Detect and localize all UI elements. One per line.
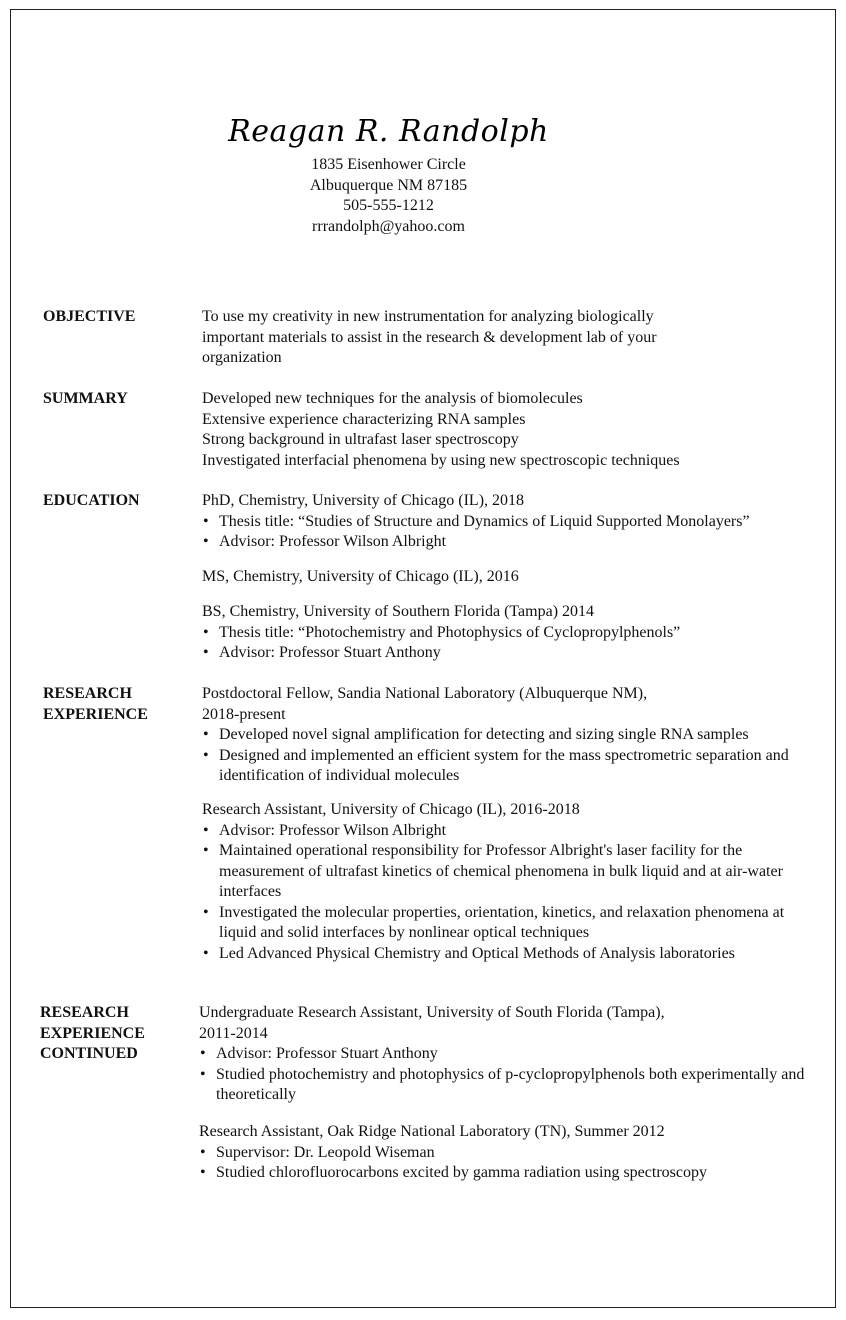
degree-title: BS, Chemistry, University of Southern Florida (Tampa) 2014 (202, 603, 595, 620)
phone-number: 505-555-1212 (343, 197, 434, 214)
email-address: rrrandolph@yahoo.com (312, 217, 465, 235)
list-item: • Led Advanced Physical Chemistry and Optical Methods of Analysis laboratories (202, 944, 812, 965)
research-continued-heading-line: RESEARCH (40, 1004, 129, 1021)
summary-heading: SUMMARY (43, 390, 128, 407)
degree-details (202, 623, 812, 664)
contact-block (11, 155, 766, 237)
list-item: • Thesis title: “Studies of Structure and Dynamics of Liquid Supported Monolayers” (202, 512, 812, 533)
list-item: • Maintained operational responsibility for Professor Albright's laser facility for the measurement of ultrafast kinetics of chemical phenomena in bulk liquid and at air-water interfaces (202, 841, 812, 903)
address-line-2: Albuquerque NM 87185 (309, 176, 468, 194)
list-item: • Supervisor: Dr. Leopold Wiseman (199, 1143, 809, 1164)
list-item: • Advisor: Professor Stuart Anthony (199, 1044, 809, 1065)
position-title: Research Assistant, University of Chicago (IL), 2016-2018 (202, 801, 580, 818)
objective-line: organization (202, 349, 282, 366)
list-item: • Investigated the molecular properties, orientation, kinetics, and relaxation phenomena at liquid and solid interfaces by nonlinear optical techniques (202, 903, 812, 944)
degree-title: PhD, Chemistry, University of Chicago (IL), 2018 (202, 492, 525, 509)
summary-line: Developed new techniques for the analysis of biomolecules (202, 390, 583, 407)
education-entry-phd (202, 491, 812, 553)
objective-line: important materials to assist in the research & development lab of your (202, 328, 657, 346)
research-continued-heading-line: EXPERIENCE (40, 1024, 145, 1042)
research-continued-heading-line: CONTINUED (40, 1045, 138, 1062)
list-item: • Studied photochemistry and photophysics of p-cyclopropylphenols both experimentally and theoretically (199, 1065, 809, 1106)
degree-title: MS, Chemistry, University of Chicago (IL), 2016 (202, 568, 519, 585)
position-title: 2011-2014 (199, 1024, 268, 1042)
list-item: • Advisor: Professor Stuart Anthony (202, 643, 812, 664)
summary-line: Investigated interfacial phenomena by using new spectroscopic techniques (202, 451, 680, 469)
resume-page (10, 9, 836, 1308)
education-heading: EDUCATION (43, 492, 140, 509)
degree-details (202, 512, 812, 553)
position-details (202, 821, 812, 965)
objective-heading: OBJECTIVE (43, 308, 136, 325)
research-heading-line: RESEARCH (43, 685, 132, 702)
summary-line: Strong background in ultrafast laser spectroscopy (202, 431, 519, 448)
objective-line: To use my creativity in new instrumentation for analyzing biologically (202, 308, 654, 325)
position-title: Research Assistant, Oak Ridge National Laboratory (TN), Summer 2012 (199, 1123, 665, 1140)
list-item: • Studied chlorofluorocarbons excited by gamma radiation using spectroscopy (199, 1163, 809, 1184)
research-heading (43, 684, 148, 725)
list-item: • Advisor: Professor Wilson Albright (202, 532, 812, 553)
education-entry-ms (202, 567, 812, 588)
objective-text (202, 307, 812, 369)
education-entry-bs (202, 602, 812, 664)
research-entry-oak-ridge (199, 1122, 809, 1184)
summary-text (202, 389, 812, 471)
research-entry-postdoc (202, 684, 812, 787)
position-title: Undergraduate Research Assistant, University of South Florida (Tampa), (199, 1004, 665, 1021)
summary-line: Extensive experience characterizing RNA samples (202, 410, 526, 428)
position-details (199, 1044, 809, 1106)
list-item: • Thesis title: “Photochemistry and Photophysics of Cyclopropylphenols” (202, 623, 812, 644)
list-item: • Designed and implemented an efficient system for the mass spectrometric separation and identification of individual molecules (202, 746, 812, 787)
list-item: • Developed novel signal amplification for detecting and sizing single RNA samples (202, 725, 812, 746)
address-line-1: 1835 Eisenhower Circle (311, 156, 466, 173)
research-entry-undergrad (199, 1003, 809, 1106)
position-title: 2018-present (202, 705, 286, 723)
resume-name: Reagan R. Randolph (228, 114, 549, 149)
research-continued-heading (40, 1003, 145, 1065)
research-entry-assistant (202, 800, 812, 964)
position-details (199, 1143, 809, 1184)
list-item: • Advisor: Professor Wilson Albright (202, 821, 812, 842)
position-details (202, 725, 812, 787)
research-heading-line: EXPERIENCE (43, 705, 148, 723)
position-title: Postdoctoral Fellow, Sandia National Laboratory (Albuquerque NM), (202, 685, 648, 702)
